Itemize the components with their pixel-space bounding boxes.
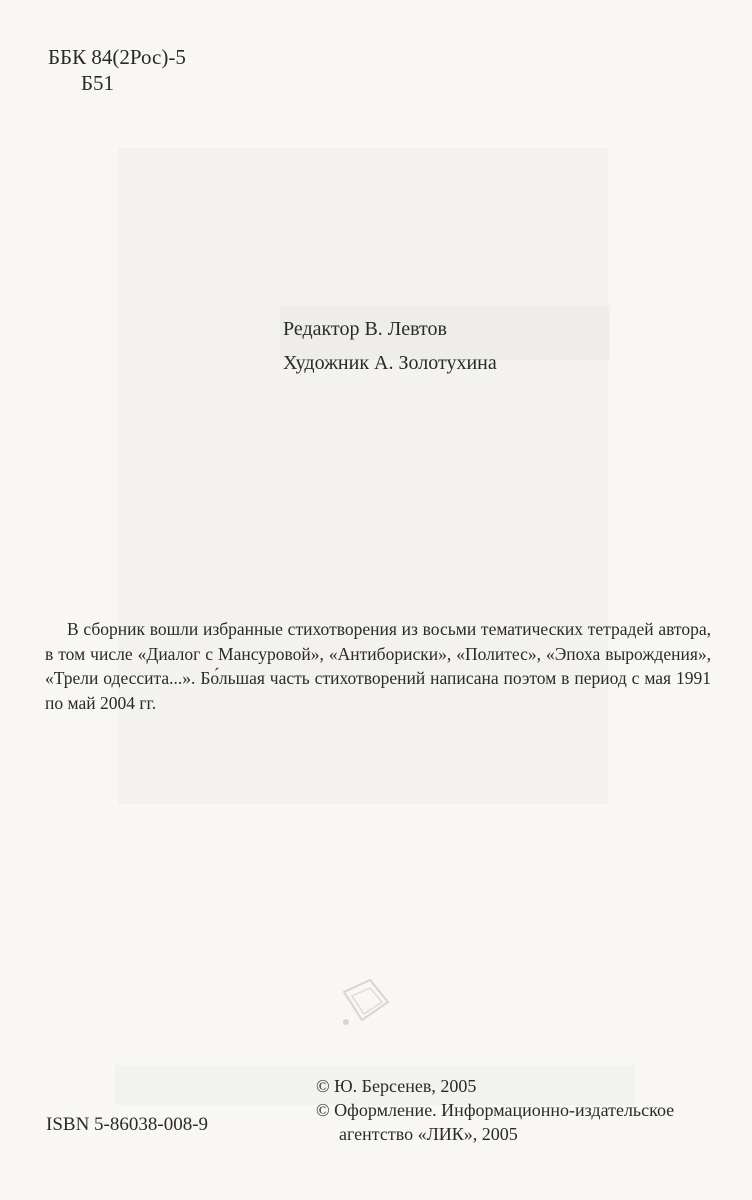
editor-credit: Редактор В. Левтов [283, 318, 447, 340]
bbk-classification [48, 44, 186, 96]
copyright-block [316, 1074, 674, 1146]
publisher-logo-shadow-icon [336, 972, 396, 1032]
isbn: ISBN 5-86038-008-9 [46, 1114, 209, 1135]
copyright-design-cont: агентство «ЛИК», 2005 [339, 1124, 518, 1144]
annotation [45, 617, 711, 715]
bbk-index: ББК 84(2Рос)-5 [48, 45, 186, 69]
artist-credit: Художник А. Золотухина [283, 352, 497, 374]
copyright-author: © Ю. Берсенев, 2005 [316, 1076, 477, 1096]
author-mark: Б51 [81, 71, 115, 95]
copyright-design: © Оформление. Информационно-издательское [316, 1100, 675, 1120]
credits-block [283, 312, 497, 380]
annotation-text: В сборник вошли избранные стихотворения из восьми тематических тетрадей автора, в том числе «Диалог с Мансуровой», «Антибориски», «Политес», «Эпоха вырождения», «Трели одессита...». Бо́льшая часть стихотворений написана поэтом в период с мая 1991 по май 2004 гг. [45, 619, 711, 713]
